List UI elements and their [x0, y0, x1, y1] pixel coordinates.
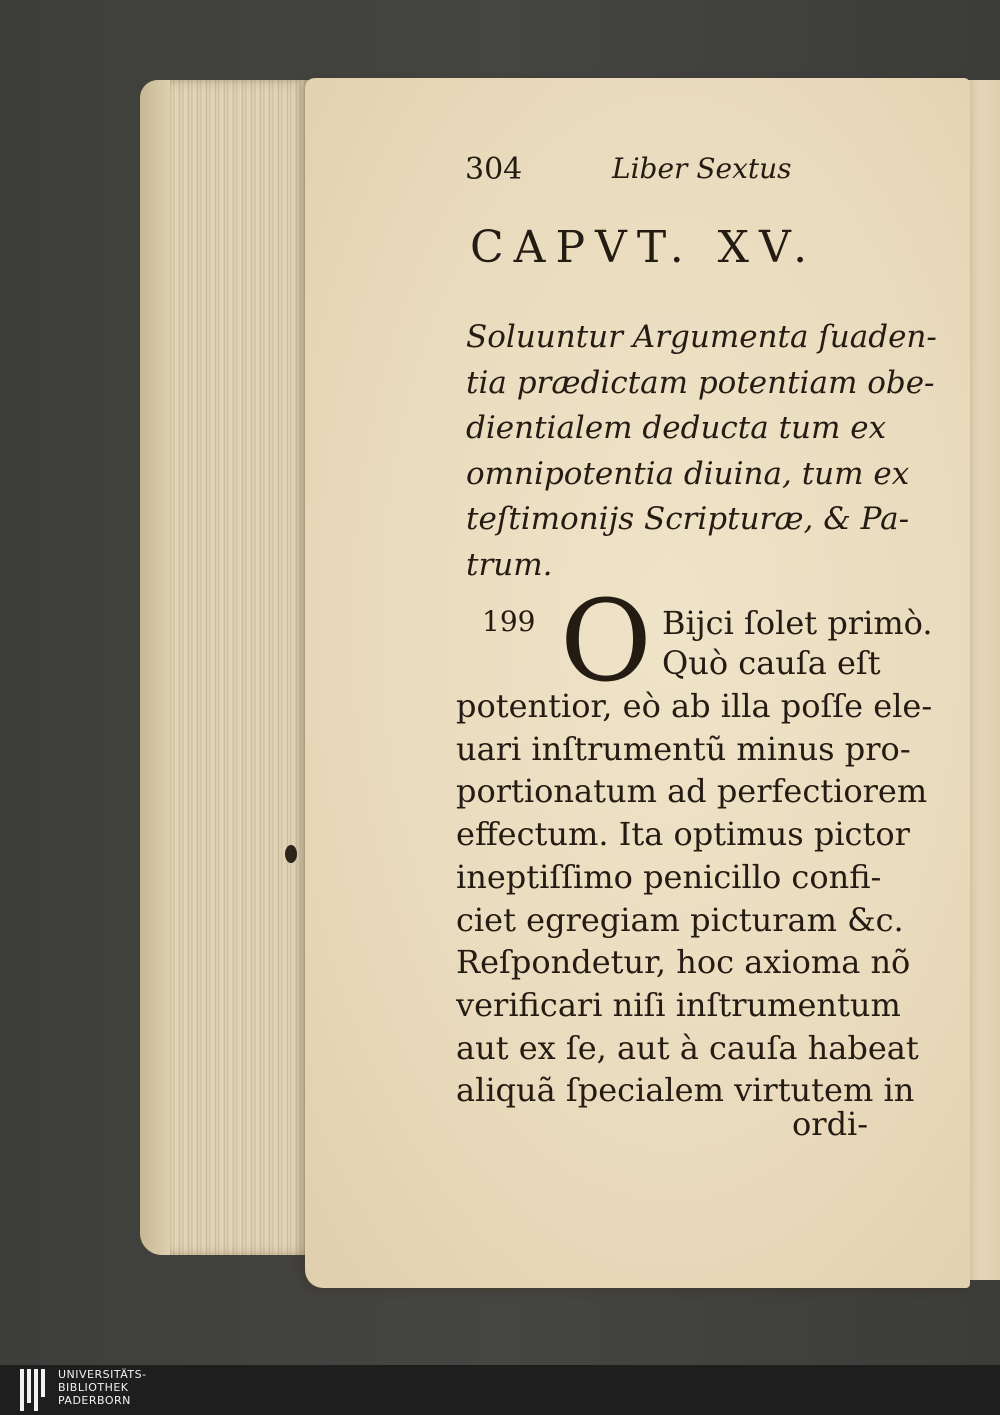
- running-head: Liber Sextus: [612, 152, 792, 185]
- catchword: ordi-: [792, 1105, 869, 1143]
- drop-cap: O: [560, 577, 652, 707]
- library-logo-text: [58, 1368, 147, 1407]
- logo-line: PADERBORN: [58, 1394, 131, 1407]
- summary-line: Soluuntur Argumenta ſuaden-: [466, 319, 937, 355]
- paragraph-number: 199: [482, 605, 536, 638]
- body-text: [456, 685, 932, 1112]
- summary-line: omnipotentia diuina, tum ex: [466, 455, 910, 492]
- summary-line: trum.: [466, 546, 553, 583]
- body-line: Reſpondetur, hoc axioma nõ: [456, 943, 911, 982]
- chapter-summary: [466, 315, 937, 588]
- body-line: aut ex ſe, aut à cauſa habeat: [456, 1028, 919, 1067]
- body-line: ineptiſſimo penicillo confi-: [456, 857, 882, 896]
- body-line: verificari niſi inſtrumentum: [456, 985, 901, 1024]
- logo-line: UNIVERSITÄTS-: [58, 1368, 147, 1381]
- body-line: Quò cauſa eſt: [662, 644, 881, 682]
- summary-line: tia prædictam potentiam obe-: [466, 364, 935, 401]
- body-text-opening: [662, 603, 933, 683]
- library-logo-icon: [20, 1369, 50, 1411]
- footer-bar: [0, 1365, 1000, 1415]
- body-line: uari inſtrumentũ minus pro-: [456, 729, 911, 768]
- body-line: portionatum ad perfectiorem: [456, 772, 928, 811]
- chapter-heading: CAPVT. XV.: [470, 222, 818, 273]
- edge-ink-mark: [285, 845, 297, 863]
- summary-line: dientialem deducta tum ex: [466, 410, 887, 446]
- body-line: potentior, eò ab illa poſſe ele-: [456, 687, 933, 725]
- body-line: ciet egregiam picturam &c.: [456, 900, 904, 939]
- body-line: Bijci ſolet primò.: [662, 604, 933, 642]
- body-line: effectum. Ita optimus pictor: [456, 815, 910, 854]
- body-line: aliquã ſpecialem virtutem in: [456, 1071, 915, 1110]
- summary-line: teſtimonijs Scripturæ, & Pa-: [466, 501, 910, 537]
- logo-line: BIBLIOTHEK: [58, 1381, 129, 1394]
- page-number: 304: [465, 152, 523, 187]
